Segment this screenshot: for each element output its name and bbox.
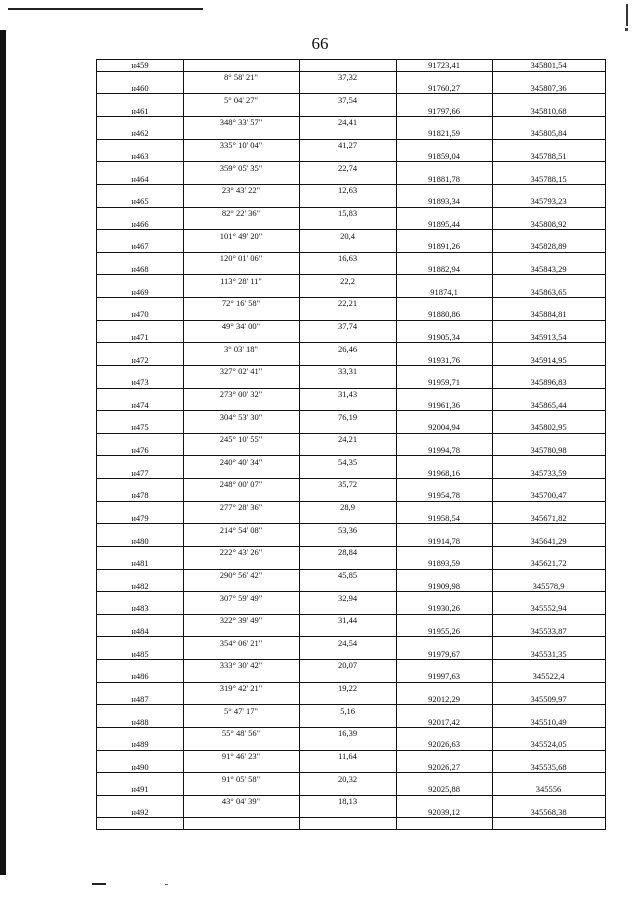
- segment-bearing: 335° 10' 04": [219, 140, 263, 151]
- segment-bearing: 327° 02' 41": [219, 366, 263, 377]
- x-coordinate: 92026,63: [428, 739, 460, 750]
- segment-bearing: 43° 04' 39": [221, 796, 261, 807]
- y-coordinate: 345913,54: [530, 331, 567, 342]
- x-coordinate: 91723,41: [428, 60, 460, 71]
- point-row-group: [97, 671, 605, 694]
- point-row: [97, 422, 605, 434]
- point-row-group: [97, 761, 605, 784]
- segment-row: [97, 298, 605, 309]
- point-row: [97, 264, 605, 276]
- segment-bearing: 82° 22' 36": [221, 207, 261, 218]
- y-coordinate: 345671,82: [530, 512, 567, 523]
- segment-bearing: 3° 03' 18": [224, 343, 258, 354]
- y-coordinate: 345793,23: [530, 196, 567, 207]
- segment-row: [97, 185, 605, 196]
- x-coordinate: 91961,36: [428, 399, 460, 410]
- y-coordinate: 345578,9: [532, 580, 565, 591]
- point-row-group: [97, 807, 605, 830]
- y-coordinate: 345807,36: [530, 83, 567, 94]
- segment-bearing: 49° 34' 00": [221, 321, 261, 332]
- y-coordinate: 345780,98: [530, 445, 567, 456]
- segment-row: [97, 343, 605, 354]
- point-row-group: [97, 218, 605, 241]
- y-coordinate: 345524,05: [530, 739, 567, 750]
- point-name: н468: [131, 264, 149, 275]
- segment-row: [97, 818, 605, 829]
- segment-row: [97, 705, 605, 716]
- point-row-group: [97, 694, 605, 717]
- point-name: н462: [131, 128, 149, 139]
- segment-distance: 33,31: [337, 366, 358, 377]
- point-row: [97, 490, 605, 502]
- segment-row: [97, 162, 605, 173]
- segment-row: [97, 502, 605, 513]
- segment-distance: 31,43: [337, 388, 358, 399]
- point-name: н474: [131, 399, 149, 410]
- point-name: н492: [131, 807, 149, 818]
- segment-row: [97, 592, 605, 603]
- scan-artifact-right-mark: [626, 4, 628, 26]
- x-coordinate: 91893,34: [428, 196, 460, 207]
- segment-distance: 28,84: [337, 547, 358, 558]
- y-coordinate: 345510,49: [530, 716, 567, 727]
- point-row: [97, 60, 605, 72]
- x-coordinate: 91874,1: [430, 286, 458, 297]
- x-coordinate: 91891,26: [428, 241, 460, 252]
- y-coordinate: 345896,83: [530, 377, 567, 388]
- x-coordinate: 92025,88: [428, 784, 460, 795]
- point-name: н477: [131, 467, 149, 478]
- scan-artifact-right-dot: [625, 28, 628, 31]
- x-coordinate: 91955,26: [428, 626, 460, 637]
- segment-bearing: 113° 28' 11": [220, 275, 262, 286]
- point-name: н485: [131, 648, 149, 659]
- point-name: н486: [131, 671, 149, 682]
- segment-row: [97, 94, 605, 105]
- segment-row: [97, 524, 605, 535]
- x-coordinate: 92026,27: [428, 761, 460, 772]
- segment-row: [97, 117, 605, 128]
- point-name: н483: [131, 603, 149, 614]
- y-coordinate: 345700,47: [530, 490, 567, 501]
- point-row-group: [97, 151, 605, 174]
- point-row: [97, 558, 605, 570]
- point-row: [97, 694, 605, 706]
- point-row: [97, 716, 605, 728]
- segment-row: [97, 72, 605, 83]
- point-row-group: [97, 445, 605, 468]
- segment-distance: 53,36: [337, 524, 358, 535]
- x-coordinate: 91968,16: [428, 467, 460, 478]
- segment-bearing: 354° 06' 21": [219, 637, 263, 648]
- segment-bearing: 101° 49' 20": [219, 230, 263, 241]
- segment-row: [97, 275, 605, 286]
- segment-distance: 37,54: [337, 94, 358, 105]
- point-name: н491: [131, 784, 149, 795]
- point-row-group: [97, 173, 605, 196]
- point-name: н472: [131, 354, 149, 365]
- segment-bearing: 8° 58' 21": [224, 72, 258, 83]
- scan-artifact-top-line: [8, 8, 203, 10]
- point-row-group: [97, 60, 605, 83]
- segment-distance: 20,32: [337, 773, 358, 784]
- segment-row: [97, 796, 605, 807]
- x-coordinate: 92039,12: [428, 807, 460, 818]
- point-row-group: [97, 332, 605, 355]
- segment-bearing: 273° 00' 32": [219, 388, 263, 399]
- segment-distance: 24,21: [337, 434, 358, 445]
- point-name: н473: [131, 377, 149, 388]
- x-coordinate: 91994,78: [428, 445, 460, 456]
- segment-row: [97, 411, 605, 422]
- segment-row: [97, 479, 605, 490]
- segment-row: [97, 140, 605, 151]
- segment-distance: 20,4: [340, 230, 355, 241]
- segment-bearing: 348° 33' 57": [219, 117, 263, 128]
- point-name: н471: [131, 331, 149, 342]
- segment-row: [97, 615, 605, 626]
- point-row: [97, 580, 605, 592]
- y-coordinate: 345641,29: [530, 535, 567, 546]
- x-coordinate: 91859,04: [428, 150, 460, 161]
- point-row: [97, 354, 605, 366]
- segment-distance: 45,85: [337, 569, 358, 580]
- point-name: н476: [131, 445, 149, 456]
- segment-distance: 15,83: [337, 207, 358, 218]
- point-name: н467: [131, 241, 149, 252]
- segment-distance: 19,22: [337, 683, 358, 694]
- point-row: [97, 377, 605, 389]
- x-coordinate: 91930,26: [428, 603, 460, 614]
- point-row-group: [97, 309, 605, 332]
- segment-bearing: 72° 16' 58": [221, 298, 261, 309]
- segment-row: [97, 751, 605, 762]
- x-coordinate: 91931,76: [428, 354, 460, 365]
- point-row: [97, 603, 605, 615]
- point-name: н459: [131, 60, 149, 71]
- segment-bearing: 55° 48' 56": [221, 728, 261, 739]
- x-coordinate: 91909,98: [428, 580, 460, 591]
- segment-distance: 18,13: [337, 796, 358, 807]
- segment-distance: 20,07: [337, 660, 358, 671]
- y-coordinate: 345733,59: [530, 467, 567, 478]
- segment-distance: 22,74: [337, 162, 358, 173]
- point-row: [97, 784, 605, 796]
- y-coordinate: 345828,89: [530, 241, 567, 252]
- y-coordinate: 345810,68: [530, 105, 567, 116]
- x-coordinate: 91893,59: [428, 558, 460, 569]
- x-coordinate: 91882,94: [428, 264, 460, 275]
- page-number: 66: [311, 34, 329, 53]
- point-row: [97, 218, 605, 230]
- point-row-group: [97, 196, 605, 219]
- segment-distance: 16,39: [337, 728, 358, 739]
- segment-distance: 22,2: [340, 275, 355, 286]
- segment-bearing: 333° 30' 42": [219, 660, 263, 671]
- x-coordinate: 91959,71: [428, 377, 460, 388]
- point-name: н464: [131, 173, 149, 184]
- point-name: н478: [131, 490, 149, 501]
- segment-bearing: 307° 59' 49": [219, 592, 263, 603]
- point-row-group: [97, 716, 605, 739]
- segment-bearing: 245° 10' 55": [219, 434, 263, 445]
- point-row: [97, 196, 605, 208]
- y-coordinate: 345843,29: [530, 264, 567, 275]
- point-row-group: [97, 558, 605, 581]
- x-coordinate: 91905,34: [428, 331, 460, 342]
- point-row-group: [97, 286, 605, 309]
- segment-bearing: 5° 47' 17": [224, 705, 258, 716]
- point-row: [97, 151, 605, 163]
- segment-bearing: 304° 53' 30": [219, 411, 263, 422]
- segment-bearing: 91° 05' 58": [221, 773, 261, 784]
- point-name: н461: [131, 105, 149, 116]
- coordinates-table: [96, 59, 606, 830]
- x-coordinate: 92004,94: [428, 422, 460, 433]
- y-coordinate: 345788,15: [530, 173, 567, 184]
- segment-row: [97, 660, 605, 671]
- scan-artifact-bottom-dash: [92, 883, 106, 885]
- point-name: н484: [131, 626, 149, 637]
- y-coordinate: 345568,38: [530, 807, 567, 818]
- point-row: [97, 671, 605, 683]
- scan-artifact-left-bar: [0, 30, 6, 875]
- segment-bearing: 5° 04' 27": [224, 94, 258, 105]
- point-row-group: [97, 399, 605, 422]
- y-coordinate: 345884,81: [530, 309, 567, 320]
- y-coordinate: 345805,84: [530, 128, 567, 139]
- point-row-group: [97, 513, 605, 536]
- point-name: н460: [131, 83, 149, 94]
- point-row-group: [97, 264, 605, 287]
- point-row-group: [97, 739, 605, 762]
- segment-row: [97, 683, 605, 694]
- segment-bearing: 290° 56' 42": [219, 569, 263, 580]
- segment-bearing: 222° 43' 26": [219, 547, 263, 558]
- segment-distance: 22,21: [337, 298, 358, 309]
- point-name: н488: [131, 716, 149, 727]
- segment-row: [97, 637, 605, 648]
- segment-distance: 35,72: [337, 479, 358, 490]
- point-row-group: [97, 535, 605, 558]
- segment-bearing: 240° 40' 34": [219, 456, 263, 467]
- point-row: [97, 309, 605, 321]
- point-name: н489: [131, 739, 149, 750]
- y-coordinate: 345522,4: [532, 671, 565, 682]
- point-name: н470: [131, 309, 149, 320]
- segment-row: [97, 570, 605, 581]
- y-coordinate: 345914,95: [530, 354, 567, 365]
- segment-row: [97, 208, 605, 219]
- scan-artifact-bottom-dot: [165, 884, 168, 885]
- segment-distance: 76,19: [337, 411, 358, 422]
- x-coordinate: 91821,59: [428, 128, 460, 139]
- point-name: н463: [131, 150, 149, 161]
- segment-bearing: 214° 54' 08": [219, 524, 263, 535]
- y-coordinate: 345509,97: [530, 693, 567, 704]
- x-coordinate: 91760,27: [428, 83, 460, 94]
- point-name: н465: [131, 196, 149, 207]
- segment-row: [97, 728, 605, 739]
- y-coordinate: 345621,72: [530, 558, 567, 569]
- segment-distance: 24,41: [337, 117, 358, 128]
- point-row: [97, 241, 605, 253]
- point-row-group: [97, 128, 605, 151]
- point-row-group: [97, 105, 605, 128]
- point-row: [97, 332, 605, 344]
- x-coordinate: 91954,78: [428, 490, 460, 501]
- segment-distance: 24,54: [337, 637, 358, 648]
- x-coordinate: 91914,78: [428, 535, 460, 546]
- y-coordinate: 345531,35: [530, 648, 567, 659]
- point-name: н482: [131, 580, 149, 591]
- point-row-group: [97, 83, 605, 106]
- point-row: [97, 105, 605, 117]
- segment-bearing: 359° 05' 35": [219, 162, 263, 173]
- point-row-group: [97, 626, 605, 649]
- y-coordinate: 345863,65: [530, 286, 567, 297]
- segment-distance: 37,74: [337, 321, 358, 332]
- point-row: [97, 626, 605, 638]
- segment-distance: 11,64: [338, 750, 357, 761]
- point-row: [97, 761, 605, 773]
- x-coordinate: 92012,29: [428, 693, 460, 704]
- point-row: [97, 513, 605, 525]
- x-coordinate: 91880,86: [428, 309, 460, 320]
- point-name: н466: [131, 218, 149, 229]
- segment-distance: 12,63: [337, 185, 358, 196]
- point-row: [97, 173, 605, 185]
- segment-bearing: 23° 43' 22": [221, 185, 261, 196]
- point-row: [97, 128, 605, 140]
- point-row-group: [97, 490, 605, 513]
- segment-row: [97, 547, 605, 558]
- x-coordinate: 91895,44: [428, 218, 460, 229]
- x-coordinate: 91881,78: [428, 173, 460, 184]
- point-row-group: [97, 603, 605, 626]
- segment-distance: 26,46: [337, 343, 358, 354]
- y-coordinate: 345808,92: [530, 218, 567, 229]
- segment-row: [97, 321, 605, 332]
- point-name: н479: [131, 512, 149, 523]
- segment-distance: 28,9: [340, 502, 355, 513]
- point-row-group: [97, 241, 605, 264]
- segment-distance: 31,44: [337, 615, 358, 626]
- point-row-group: [97, 467, 605, 490]
- point-row: [97, 535, 605, 547]
- point-row-group: [97, 784, 605, 807]
- point-row-group: [97, 354, 605, 377]
- segment-distance: 41,27: [337, 140, 358, 151]
- y-coordinate: 345556: [535, 784, 562, 795]
- y-coordinate: 345801,54: [530, 60, 567, 71]
- segment-bearing: 91° 46' 23": [221, 750, 261, 761]
- segment-bearing: 120° 01' 06": [219, 253, 263, 264]
- point-row-group: [97, 422, 605, 445]
- point-row: [97, 467, 605, 479]
- segment-bearing: 248° 00' 07": [219, 479, 263, 490]
- point-row-group: [97, 648, 605, 671]
- segment-row: [97, 773, 605, 784]
- segment-distance: 37,32: [337, 72, 358, 83]
- point-row: [97, 445, 605, 457]
- point-row-group: [97, 580, 605, 603]
- point-row-group: [97, 377, 605, 400]
- point-row: [97, 807, 605, 819]
- segment-row: [97, 456, 605, 467]
- segment-bearing: 277° 28' 36": [219, 502, 263, 513]
- point-name: н487: [131, 693, 149, 704]
- point-row: [97, 648, 605, 660]
- point-row: [97, 83, 605, 95]
- segment-distance: 32,94: [337, 592, 358, 603]
- x-coordinate: 91997,63: [428, 671, 460, 682]
- x-coordinate: 91979,67: [428, 648, 460, 659]
- segment-row: [97, 230, 605, 241]
- segment-row: [97, 253, 605, 264]
- segment-row: [97, 389, 605, 400]
- point-name: н475: [131, 422, 149, 433]
- point-row: [97, 286, 605, 298]
- x-coordinate: 91958,54: [428, 512, 460, 523]
- y-coordinate: 345802,95: [530, 422, 567, 433]
- x-coordinate: 92017,42: [428, 716, 460, 727]
- y-coordinate: 345788,51: [530, 150, 567, 161]
- point-name: н490: [131, 761, 149, 772]
- segment-distance: 16,63: [337, 253, 358, 264]
- segment-row: [97, 366, 605, 377]
- x-coordinate: 91797,66: [428, 105, 460, 116]
- segment-row: [97, 434, 605, 445]
- point-row: [97, 399, 605, 411]
- segment-bearing: 319° 42' 21": [219, 683, 263, 694]
- point-name: н469: [131, 286, 149, 297]
- point-row: [97, 739, 605, 751]
- segment-bearing: 322° 39' 49": [219, 615, 263, 626]
- point-name: н480: [131, 535, 149, 546]
- y-coordinate: 345533,87: [530, 626, 567, 637]
- segment-distance: 54,35: [337, 456, 358, 467]
- y-coordinate: 345552,94: [530, 603, 567, 614]
- y-coordinate: 345865,44: [530, 399, 567, 410]
- point-name: н481: [131, 558, 149, 569]
- y-coordinate: 345535,68: [530, 761, 567, 772]
- segment-distance: 5,16: [340, 705, 355, 716]
